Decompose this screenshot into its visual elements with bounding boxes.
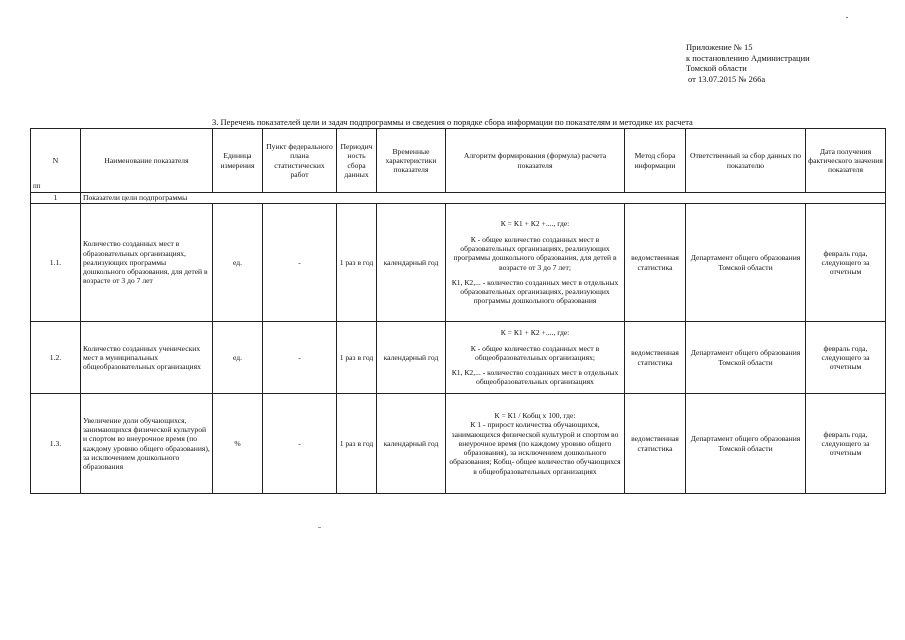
method-cell: ведомственная статистика <box>625 394 686 494</box>
plan-item-cell: - <box>263 322 337 394</box>
algorithm-text: К1, К2,... - количество созданных мест в отдельных образовательных организациях, реализующих программы дошкольного образования <box>451 277 619 306</box>
indicators-table <box>30 128 886 494</box>
annex-line: Томской области <box>686 63 747 73</box>
algorithm-text: К 1 - прирост количества обучающихся, занимающихся физической культурой и спортом во внеурочное время (по каждому уровню общего образования), за исключением дошкольного образования; Кобщ- общее количество обучающихся в общеобразовательных организациях <box>449 420 621 476</box>
indicator-name: Увеличение доли обучающихся, занимающихся физической культурой и спортом во внеурочное время (по каждому уровню общего образования), за исключением дошкольного образования <box>81 394 213 494</box>
plan-item-cell: - <box>263 394 337 494</box>
row-number: 1.1. <box>31 204 81 322</box>
col-header-time: Временные характеристики показателя <box>377 129 446 193</box>
algorithm-formula: К = К1 + К2 +...., где: <box>500 219 570 229</box>
indicator-name: Количество созданных мест в образовательных организациях, реализующих программы дошкольного образования, для детей в возрасте от 3 до 7 лет <box>81 204 213 322</box>
unit-cell: ед. <box>213 204 263 322</box>
algorithm-formula: К = К1 / Кобщ х 100, где: <box>494 410 576 420</box>
period-cell: 1 раз в год <box>337 322 377 394</box>
responsible-cell: Департамент общего образования Томской области <box>686 394 806 494</box>
section-title: Показатели цели подпрограммы <box>81 193 886 204</box>
row-number: 1.2. <box>31 322 81 394</box>
table-row <box>31 322 886 394</box>
annex-line: к постановлению Администрации <box>686 52 810 63</box>
plan-item-cell: - <box>263 204 337 322</box>
col-header-number: N пп <box>31 129 81 193</box>
col-header-name: Наименование показателя <box>81 129 213 193</box>
period-cell: 1 раз в год <box>337 394 377 494</box>
date-cell: февраль года, следующего за отчетным <box>806 394 886 494</box>
algorithm-text: К - общее количество созданных мест в общеобразовательных организациях; <box>470 343 600 362</box>
row-number: 1.3. <box>31 394 81 494</box>
unit-cell: % <box>213 394 263 494</box>
scan-speck <box>846 17 848 18</box>
method-cell: ведомственная статистика <box>625 204 686 322</box>
col-header-unit: Единица измерения <box>213 129 263 193</box>
section-number: 1 <box>31 193 81 204</box>
table-row <box>31 204 886 322</box>
date-cell: февраль года, следующего за отчетным <box>806 322 886 394</box>
annex-block <box>686 42 886 84</box>
time-cell: календарный год <box>377 204 446 322</box>
col-header-responsible: Ответственный за сбор данных по показателю <box>686 129 806 193</box>
date-cell: февраль года, следующего за отчетным <box>806 204 886 322</box>
time-cell: календарный год <box>377 322 446 394</box>
time-cell: календарный год <box>377 394 446 494</box>
period-cell: 1 раз в год <box>337 204 377 322</box>
algorithm-formula: К = К1 + К2 +...., где: <box>500 328 570 338</box>
indicator-name: Количество созданных ученических мест в муниципальных общеобразовательных организациях <box>81 322 213 394</box>
table-heading: 3. Перечень показателей цели и задач подпрограммы и сведения о порядке сбора информации по показателям и методике их расчета <box>212 117 693 127</box>
section-row <box>31 193 886 204</box>
method-cell: ведомственная статистика <box>625 322 686 394</box>
col-header-plan-item: Пункт федерального плана статистических работ <box>263 129 337 193</box>
annex-line: Приложение № 15 <box>686 42 753 52</box>
col-header-date: Дата получения фактического значения показателя <box>806 129 886 193</box>
algorithm-cell <box>446 394 625 494</box>
algorithm-text: К - общее количество созданных мест в образовательных организациях, реализующих программы дошкольного образования, для детей в возрасте от 3 до 7 лет; <box>453 234 617 272</box>
algorithm-text: К1, К2,... - количество созданных мест в отдельных общеобразовательных организациях <box>451 368 619 387</box>
col-header-algorithm: Алгоритм формирования (формула) расчета показателя <box>446 129 625 193</box>
responsible-cell: Департамент общего образования Томской области <box>686 322 806 394</box>
algorithm-cell <box>446 204 625 322</box>
col-header-method: Метод сбора информации <box>625 129 686 193</box>
header-row <box>31 129 886 193</box>
unit-cell: ед. <box>213 322 263 394</box>
annex-line: от 13.07.2015 № 266а <box>688 73 766 84</box>
responsible-cell: Департамент общего образования Томской области <box>686 204 806 322</box>
table-row <box>31 394 886 494</box>
algorithm-cell <box>446 322 625 394</box>
col-header-period: Периодич ность сбора данных <box>337 129 377 193</box>
scan-speck <box>318 527 321 528</box>
